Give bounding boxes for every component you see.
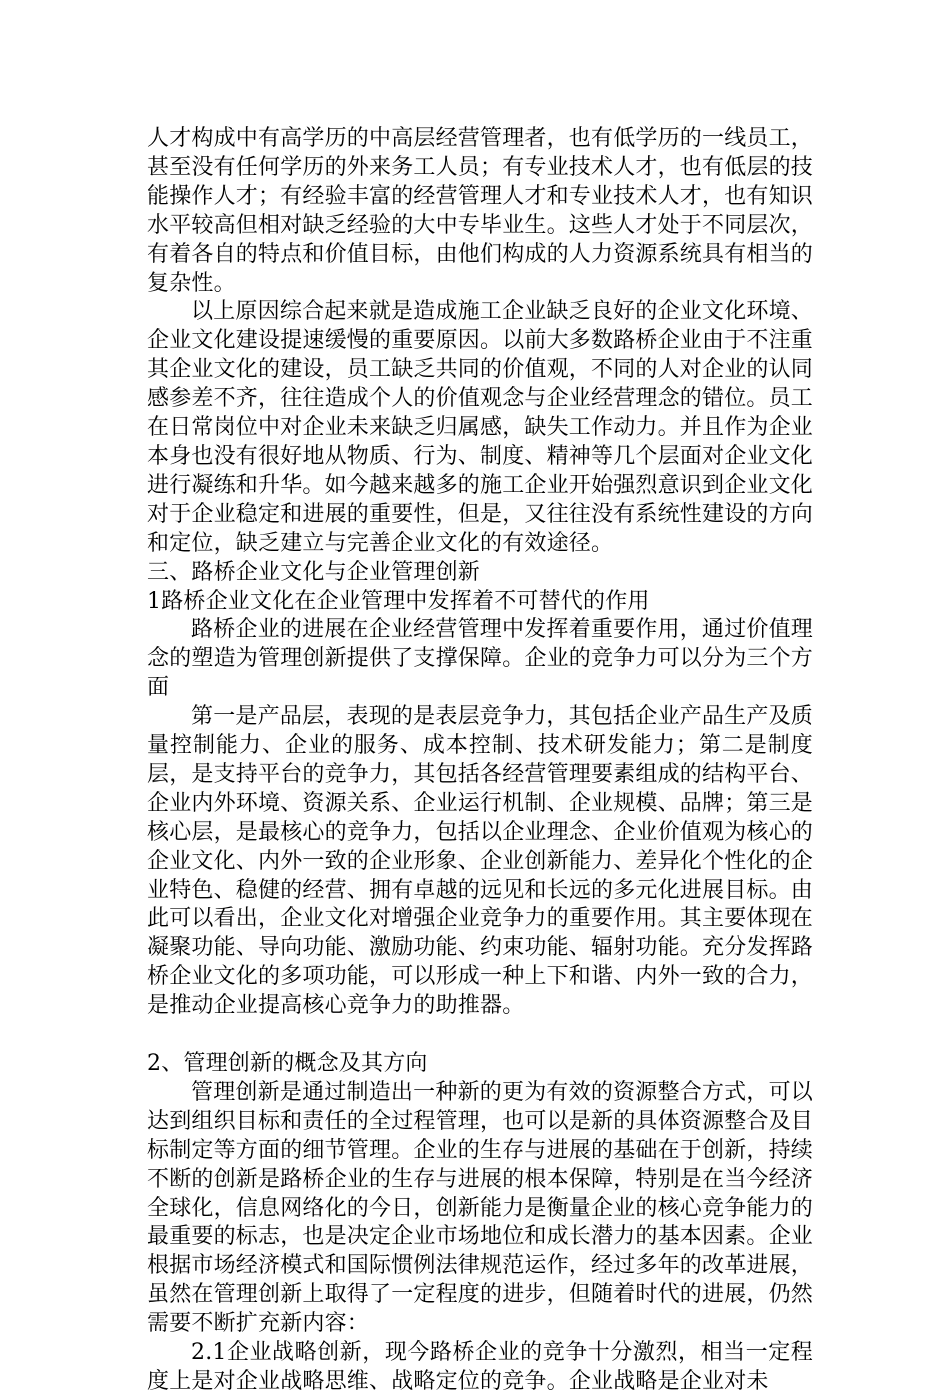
- paragraph-competitiveness-intro: 路桥企业的进展在企业经营管理中发挥着重要作用，通过价值理念的塑造为管理创新提供了支撑保障。企业的竞争力可以分为三个方面: [147, 617, 814, 701]
- document-body: [147, 125, 813, 1397]
- paragraph-culture-causes: 以上原因综合起来就是造成施工企业缺乏良好的企业文化环境、企业文化建设提速缓慢的重要原因。以前大多数路桥企业由于不注重其企业文化的建设，员工缺乏共同的价值观，不同的人对企业的认同感参差不齐，往往造成个人的价值观念与企业经营理念的错位。员工在日常岗位中对企业未来缺乏归属感，缺失工作动力。并且作为企业本身也没有很好地从物质、行为、制度、精神等几个层面对企业文化进行凝练和升华。如今越来越多的施工企业开始强烈意识到企业文化对于企业稳定和进展的重要性，但是，又往往没有系统性建设的方向和定位，缺乏建立与完善企业文化的有效途径。: [147, 299, 814, 556]
- section-heading: 三、路桥企业文化与企业管理创新: [147, 559, 481, 585]
- subsection-heading-2: 2、管理创新的概念及其方向: [147, 1050, 428, 1076]
- paragraph-talent-composition: 人才构成中有高学历的中高层经营管理者，也有低学历的一线员工，甚至没有任何学历的外来务工人员；有专业技术人才，也有低层的技能操作人才；有经验丰富的经营管理人才和专业技术人才，也有知识水平较高但相对缺乏经验的大中专毕业生。这些人才处于不同层次，有着各自的特点和价值目标，由他们构成的人力资源系统具有相当的复杂性。: [147, 126, 814, 296]
- paragraph-competitiveness-layers: 第一是产品层，表现的是表层竞争力，其包括企业产品生产及质量控制能力、企业的服务、成本控制、技术研发能力；第二是制度层，是支持平台的竞争力，其包括各经营管理要素组成的结构平台、企业内外环境、资源关系、企业运行机制、企业规模、品牌；第三是核心层，是最核心的竞争力，包括以企业理念、企业价值观为核心的企业文化、内外一致的企业形象、企业创新能力、差异化个性化的企业特色、稳健的经营、拥有卓越的远见和长远的多元化进展目标。由此可以看出，企业文化对增强企业竞争力的重要作用。其主要体现在凝聚功能、导向功能、激励功能、约束功能、辐射功能。充分发挥路桥企业文化的多项功能，可以形成一种上下和谐、内外一致的合力，是推动企业提高核心竞争力的助推器。: [147, 704, 814, 1019]
- paragraph-strategy-innovation: 2.1企业战略创新，现今路桥企业的竞争十分激烈，相当一定程度上是对企业战略思维、战略定位的竞争。企业战略是企业对未: [147, 1340, 813, 1394]
- subsection-heading-1: 1路桥企业文化在企业管理中发挥着不可替代的作用: [147, 588, 650, 614]
- blank-line: [147, 1021, 813, 1050]
- paragraph-management-innovation: 管理创新是通过制造出一种新的更为有效的资源整合方式，可以达到组织目标和责任的全过程管理，也可以是新的具体资源整合及目标制定等方面的细节管理。企业的生存与进展的基础在于创新，持续不断的创新是路桥企业的生存与进展的根本保障，特别是在当今经济全球化，信息网络化的今日，创新能力是衡量企业的核心竞争能力的最重要的标志，也是决定企业市场地位和成长潜力的基本因素。企业根据市场经济模式和国际惯例法律规范运作，经过多年的改革进展，虽然在管理创新上取得了一定程度的进步，但随着时代的进展，仍然需要不断扩充新内容：: [147, 1079, 814, 1337]
